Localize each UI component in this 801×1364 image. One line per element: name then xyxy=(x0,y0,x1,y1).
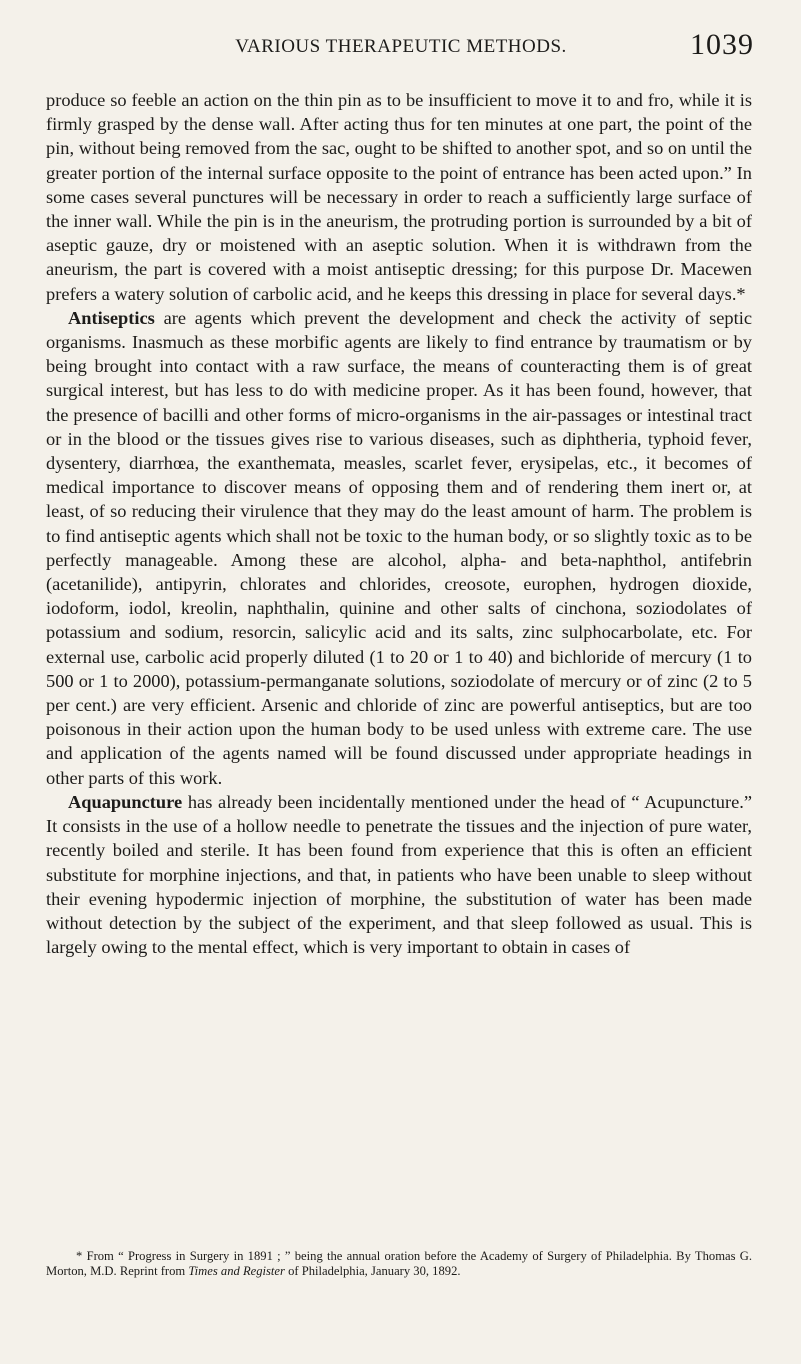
running-head xyxy=(46,28,754,64)
page-number: 1039 xyxy=(690,28,754,61)
footnote xyxy=(46,1249,752,1279)
footnote-text xyxy=(46,1249,752,1279)
term-aquapuncture: Aquapuncture xyxy=(68,791,183,812)
paragraph-aquapuncture xyxy=(46,790,752,959)
running-title: VARIOUS THERAPEUTIC METHODS. xyxy=(235,36,567,57)
footnote-journal-title: Times and Register xyxy=(188,1264,285,1278)
paragraph-aquapuncture-text: has already been incidentally mentioned under the head of “ Acupuncture.” It consists in the use of a hollow needle to penetrate the tissues and the injection of pure water, recently boiled and sterile. It has been found from experience that this is often an efficient substitute for morphine injections, and that, in patients who have been unable to sleep without their evening hypodermic injection of morphine, the substitution of water has been made without detection by the subject of the experiment, and that sleep followed as usual. This is largely owing to the mental effect, which is very important to obtain in cases of xyxy=(46,791,752,958)
footnote-citation: * From “ Progress in Surgery in 1891 ; ” being the annual oration before the Academy of Surgery of Philadelphia. By Thomas G. Morton, M.D. Reprint from xyxy=(46,1249,752,1278)
paragraph-aneurism-continuation: produce so feeble an action on the thin pin as to be insufficient to move it to and fro, while it is firmly grasped by the dense wall. After acting thus for ten minutes at one part, the point of the pin, without being removed from the sac, ought to be shifted to another spot, and so on until the greater portion of the internal surface opposite to the point of entrance has been acted upon.” In some cases several punctures will be necessary in order to reach a sufficiently large surface of the inner wall. While the pin is in the aneurism, the protruding portion is surrounded by a bit of aseptic gauze, dry or moistened with an aseptic solution. When it is withdrawn from the aneurism, the part is covered with a moist antiseptic dressing; for this purpose Dr. Macewen prefers a watery solution of carbolic acid, and he keeps this dressing in place for several days.* xyxy=(46,90,752,304)
footnote-citation-end: of Philadelphia, January 30, 1892. xyxy=(284,1264,461,1278)
body-text xyxy=(46,88,752,959)
paragraph-antiseptics-text: are agents which prevent the development and check the activity of septic organisms. Inasmuch as these morbific agents are likely to find entrance by traumatism or by being brought into contact with a raw surface, the means of counteracting them is of great surgical interest, but has less to do with medicine proper. As it has been found, however, that the presence of bacilli and other forms of micro-organisms in the air-passages or intestinal tract or in the blood or the tissues gives rise to various diseases, such as diphtheria, typhoid fever, dysentery, diarrhœa, the exanthemata, measles, scarlet fever, erysipelas, etc., it becomes of medical importance to discover means of opposing them and of rendering them inert or, at least, of so reducing their virulence that they may do the least amount of harm. The problem is to find antiseptic agents which shall not be toxic to the human body, or so slightly toxic as to be perfectly manageable. Among these are alcohol, alpha- and beta-naphthol, antifebrin (acetanilide), antipyrin, chlorates and chlorides, creosote, europhen, hydrogen dioxide, iodoform, iodol, kreolin, naphthalin, quinine and other salts of cinchona, soziodolates of potassium and sodium, resorcin, salicylic acid and its salts, zinc sulphocarbolate, etc. For external use, carbolic acid properly diluted (1 to 20 or 1 to 40) and bichloride of mercury (1 to 500 or 1 to 2000), potassium-permanganate solutions, soziodolate of mercury or of zinc (2 to 5 per cent.) are very efficient. Arsenic and chloride of zinc are powerful antiseptics, but are too poisonous in their action upon the human body to be used unless with extreme care. The use and application of the agents named will be found discussed under appropriate headings in other parts of this work. xyxy=(46,307,752,788)
term-antiseptics: Antiseptics xyxy=(68,307,155,328)
paragraph-antiseptics xyxy=(46,306,752,790)
